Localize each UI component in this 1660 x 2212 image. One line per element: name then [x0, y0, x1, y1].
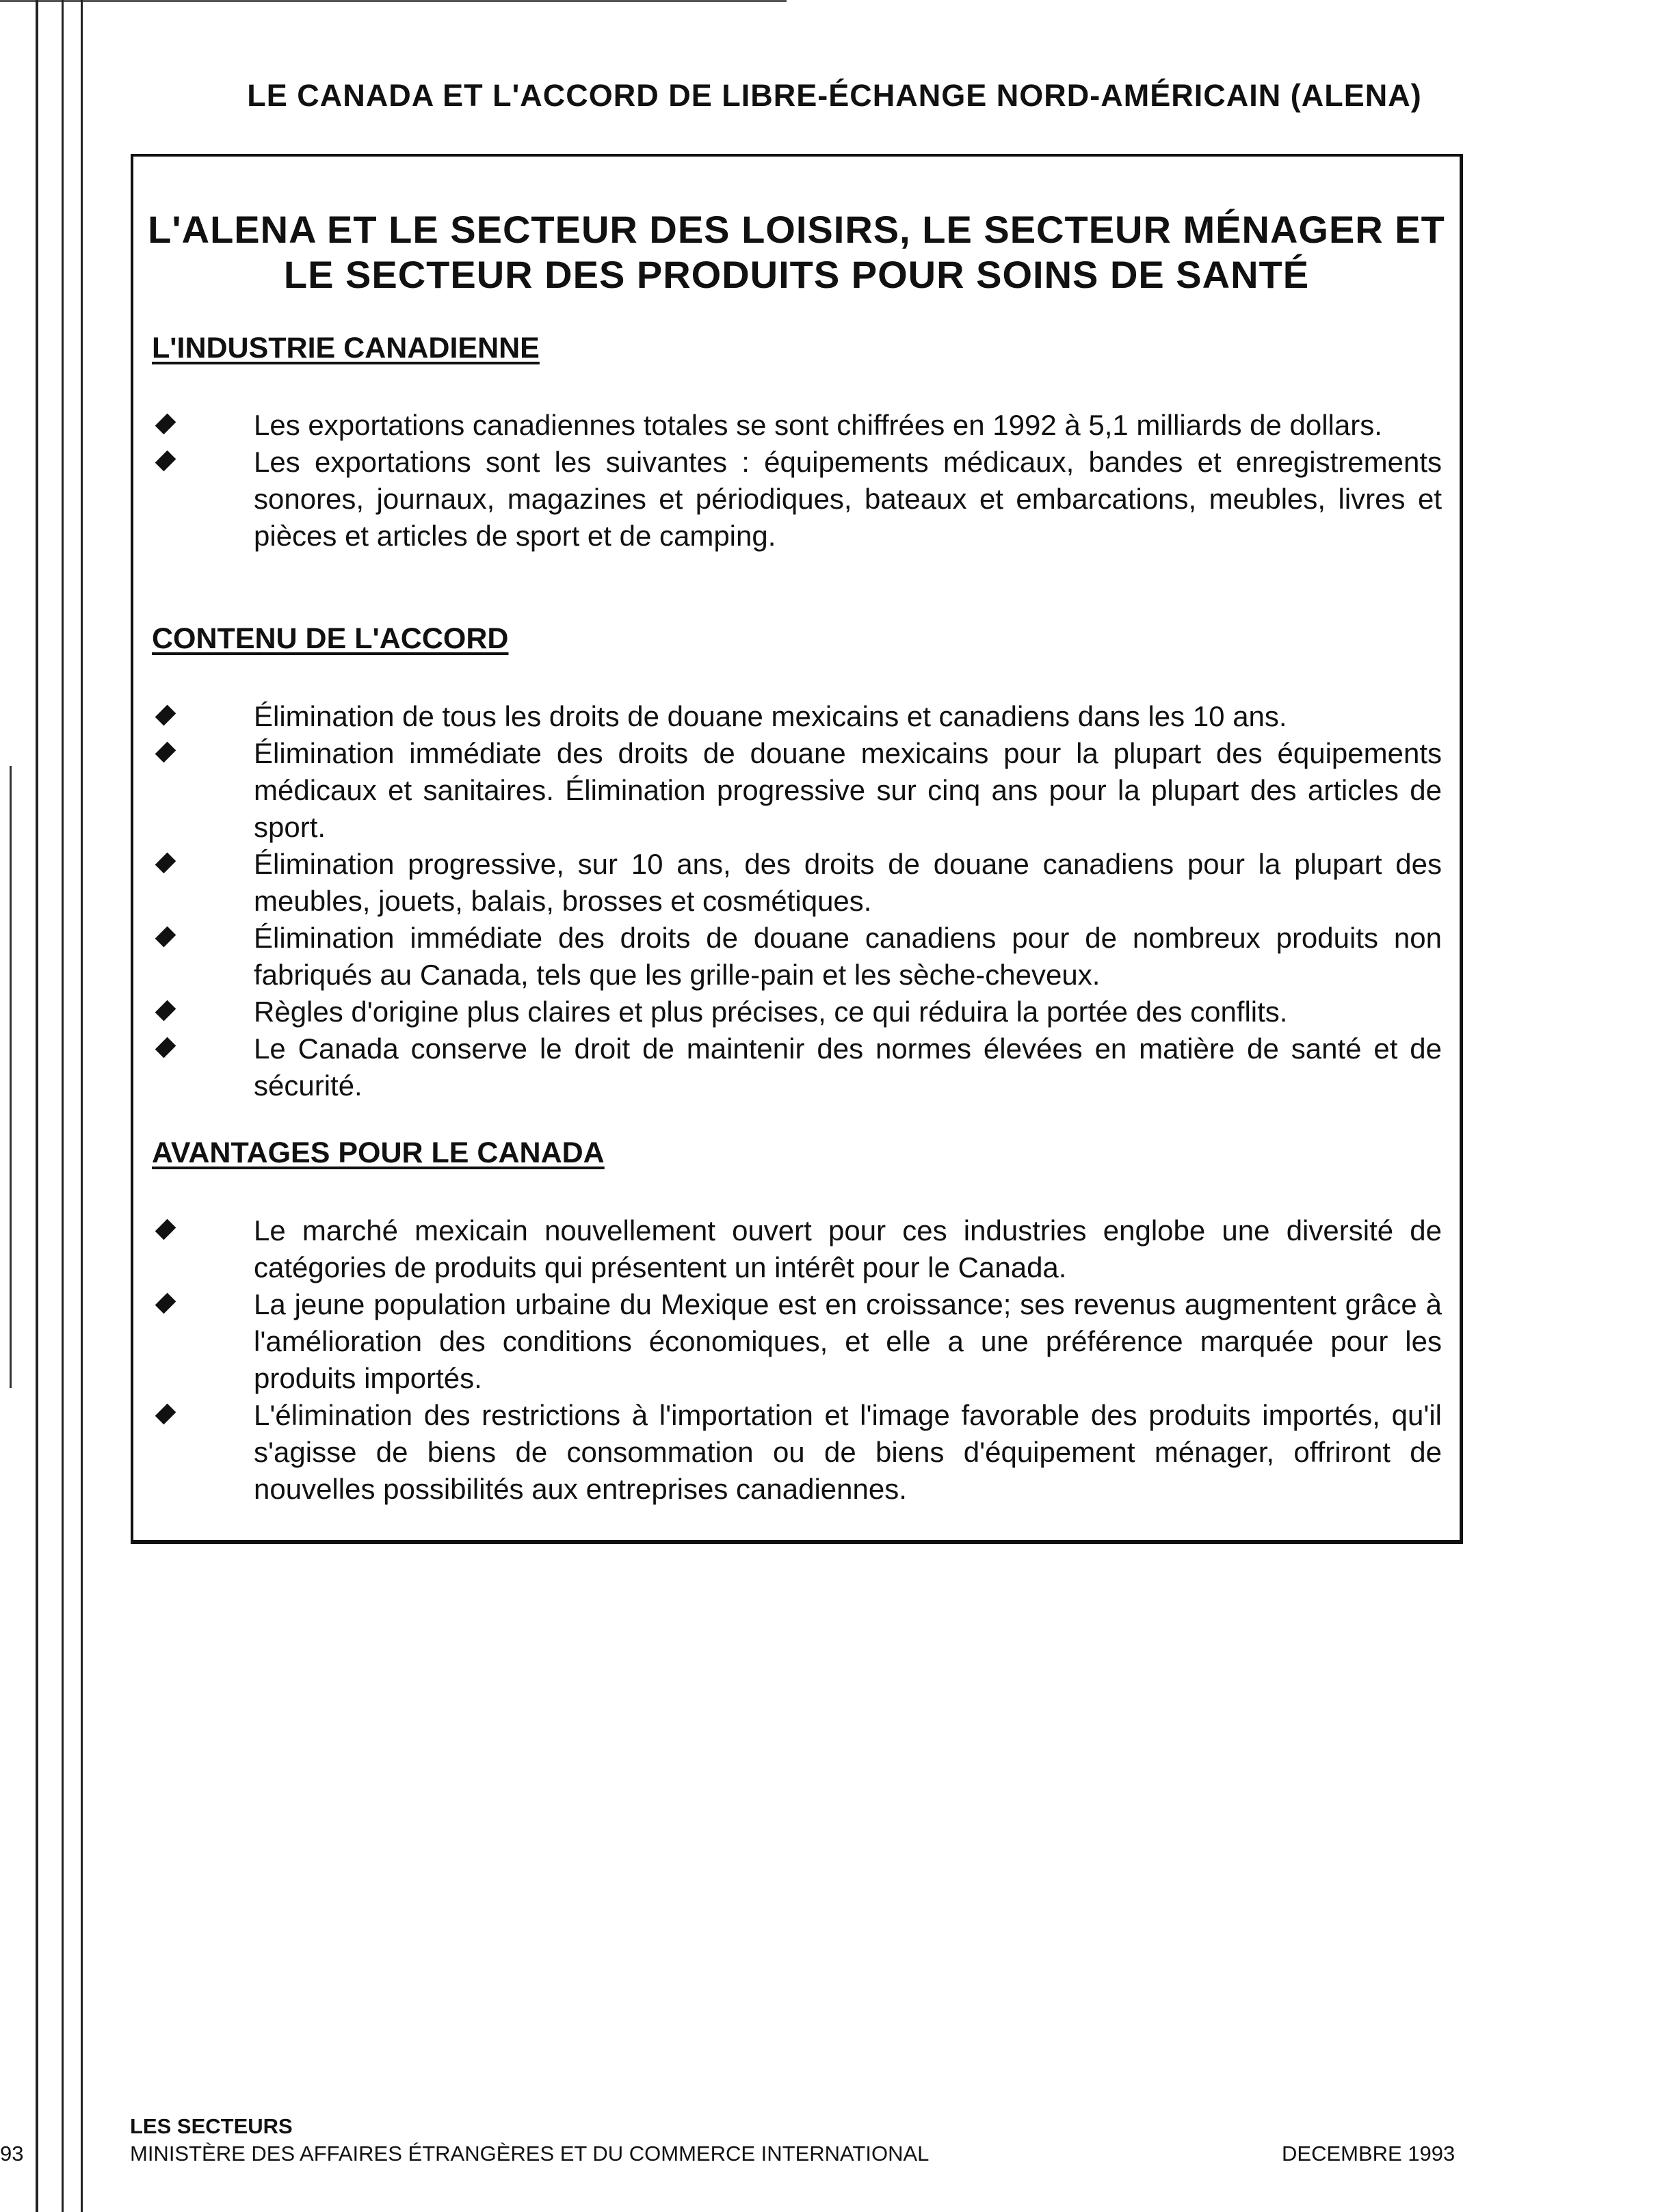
list-item: Le marché mexicain nouvellement ouvert pour ces industries englobe une diversité de catégories de produits qui présentent un intérêt pour le Canada.: [133, 1212, 1460, 1286]
binding-line: [62, 0, 64, 2212]
list-item: Les exportations canadiennes totales se sont chiffrées en 1992 à 5,1 milliards de dollars.: [133, 407, 1460, 444]
box-title-line-2: LE SECTEUR DES PRODUITS POUR SOINS DE SANTÉ: [283, 253, 1310, 296]
list-item: L'élimination des restrictions à l'importation et l'image favorable des produits importés, qu'il s'agisse de biens de consommation ou de biens d'équipement ménager, offriront de nouvelles possibilités aux entreprises canadiennes.: [133, 1397, 1460, 1508]
list-item: Élimination de tous les droits de douane mexicains et canadiens dans les 10 ans.: [133, 698, 1460, 735]
diamond-bullet-icon: [155, 742, 176, 763]
box-title-line-1: L'ALENA ET LE SECTEUR DES LOISIRS, LE SECTEUR MÉNAGER ET: [148, 208, 1445, 251]
list-item: Élimination progressive, sur 10 ans, des droits de douane canadiens pour la plupart des meubles, jouets, balais, brosses et cosmétiques.: [133, 846, 1460, 920]
binding-line: [81, 0, 83, 2212]
section-heading-industrie: L'INDUSTRIE CANADIENNE: [152, 332, 540, 364]
bullet-list-industrie: [133, 407, 1460, 555]
document-header: LE CANADA ET L'ACCORD DE LIBRE-ÉCHANGE NORD-AMÉRICAIN (ALENA): [247, 78, 1422, 113]
content-box: [131, 154, 1463, 1544]
diamond-bullet-icon: [155, 451, 176, 472]
list-item: Les exportations sont les suivantes : équipements médicaux, bandes et enregistrements sonores, journaux, magazines et périodiques, bateaux et embarcations, meubles, livres et pièces et articles de sport et de camping.: [133, 444, 1460, 555]
diamond-bullet-icon: [155, 1404, 176, 1425]
scan-edge-mark: [0, 766, 12, 1388]
diamond-bullet-icon: [155, 1000, 176, 1022]
section-heading-contenu: CONTENU DE L'ACCORD: [152, 622, 509, 655]
diamond-bullet-icon: [155, 1219, 176, 1240]
bullet-list-contenu: [133, 698, 1460, 1104]
list-item: Élimination immédiate des droits de douane mexicains pour la plupart des équipements médicaux et sanitaires. Élimination progressive sur cinq ans pour la plupart des articles de sport.: [133, 735, 1460, 846]
diamond-bullet-icon: [155, 705, 176, 726]
footer-date: DECEMBRE 1993: [1282, 2142, 1455, 2166]
list-item: Le Canada conserve le droit de maintenir des normes élevées en matière de santé et de sécurité.: [133, 1030, 1460, 1104]
diamond-bullet-icon: [155, 1037, 176, 1058]
diamond-bullet-icon: [155, 853, 176, 874]
scan-top-rule: [0, 0, 787, 2]
diamond-bullet-icon: [155, 927, 176, 948]
footer-organization: [130, 2113, 929, 2168]
list-item: La jeune population urbaine du Mexique est en croissance; ses revenus augmentent grâce à l'amélioration des conditions économiques, et elle a une préférence marquée pour les produits importés.: [133, 1286, 1460, 1397]
list-item: Règles d'origine plus claires et plus précises, ce qui réduira la portée des conflits.: [133, 994, 1460, 1030]
box-title: [133, 207, 1460, 297]
list-item: Élimination immédiate des droits de douane canadiens pour de nombreux produits non fabriqués au Canada, tels que les grille-pain et les sèche-cheveux.: [133, 920, 1460, 994]
footer-series-label: LES SECTEURS: [130, 2114, 293, 2138]
page-number-fragment: 93: [0, 2142, 24, 2166]
section-heading-avantages: AVANTAGES POUR LE CANADA: [152, 1136, 605, 1169]
footer-ministry: MINISTÈRE DES AFFAIRES ÉTRANGÈRES ET DU COMMERCE INTERNATIONAL: [130, 2142, 930, 2166]
bullet-list-avantages: [133, 1212, 1460, 1508]
diamond-bullet-icon: [155, 1293, 176, 1314]
binding-line: [36, 0, 38, 2212]
diamond-bullet-icon: [155, 414, 176, 435]
